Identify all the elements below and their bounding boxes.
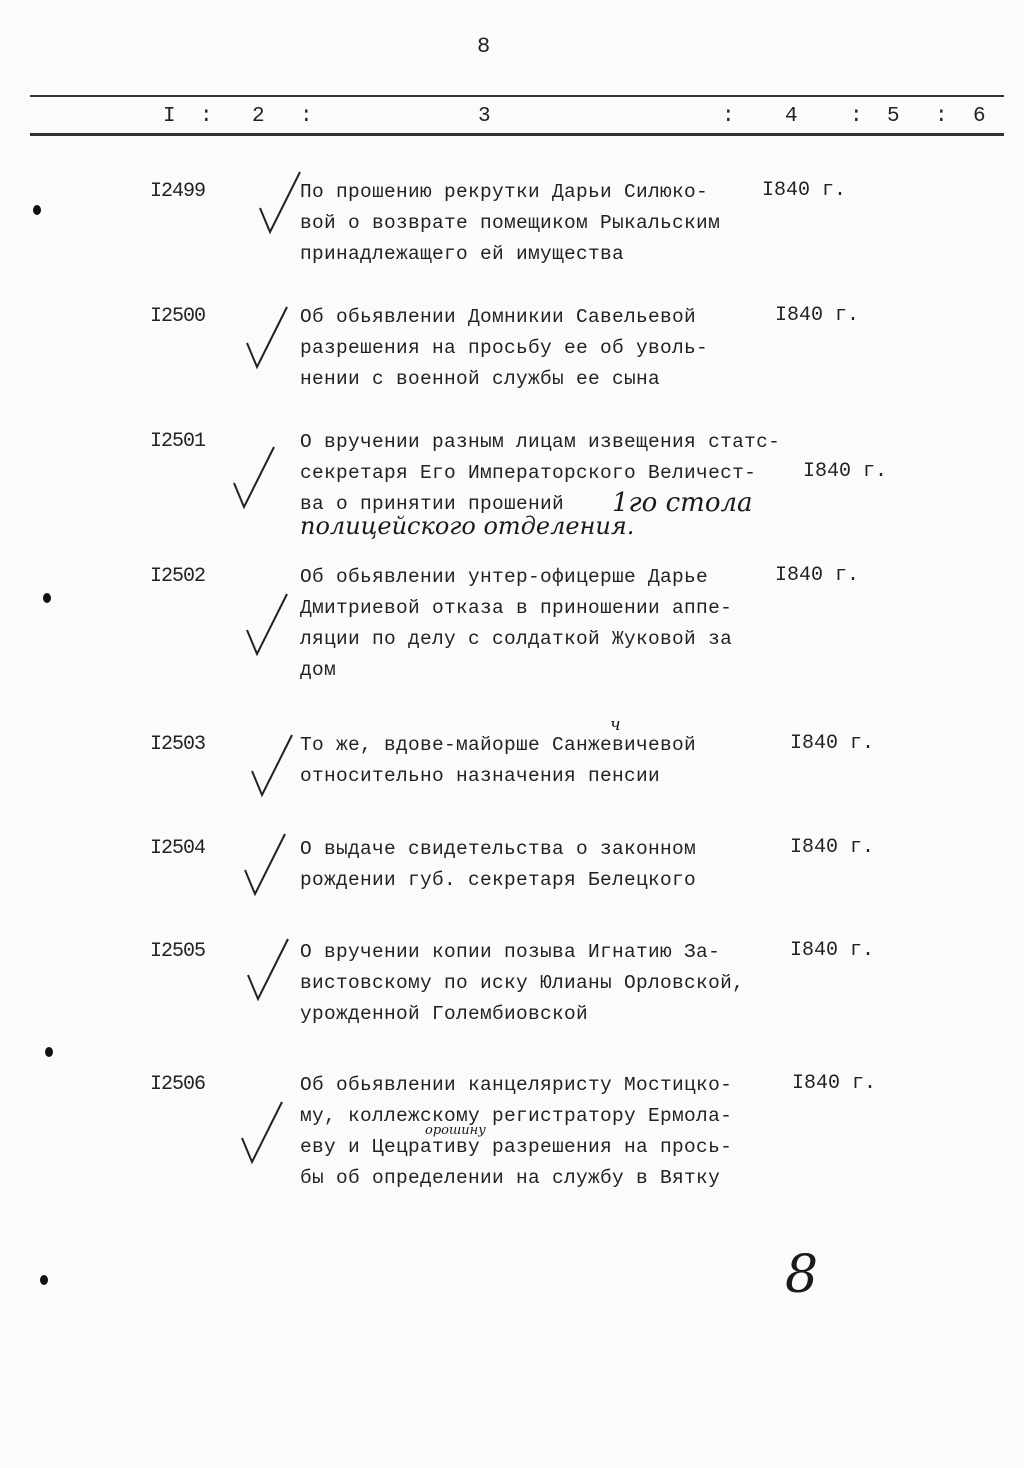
punch-hole-mark [40, 1275, 48, 1285]
entry-text-line: урожденной Голембиовской [300, 1003, 589, 1025]
entry-text-line: Об обьявлении унтер-офицерше Дарье [300, 566, 709, 588]
punch-hole-mark [33, 205, 41, 215]
entry-text-line: О выдаче свидетельства о законном [300, 838, 697, 860]
handwritten-signature: 8 [785, 1245, 819, 1305]
handwritten-correction: орошину [425, 1123, 486, 1138]
entry-text-line: Об обьявлении канцеляристу Мостицко- [300, 1074, 733, 1096]
entry-year: I840 г. [803, 460, 888, 483]
entry-number: I2504 [150, 837, 206, 860]
col-4: 4 [785, 105, 798, 128]
entry-year: I840 г. [790, 732, 875, 755]
handwritten-note: полицейского отделения. [300, 512, 635, 540]
handwritten-note: 1го стола [612, 488, 753, 518]
col-sep: : [300, 105, 313, 128]
entry-year: I840 г. [775, 564, 860, 587]
entry-text-line: вой о возврате помещиком Рыкальским [300, 212, 721, 234]
entry-number: I2505 [150, 940, 206, 963]
checkmark-icon [246, 937, 296, 1007]
entry-year: I840 г. [775, 304, 860, 327]
entry-year: I840 г. [790, 939, 875, 962]
checkmark-icon [243, 832, 293, 902]
entry-text-line: еву и Цецративу разрешения на прось- [300, 1136, 733, 1158]
entry-text-line: По прошению рекрутки Дарьи Силюко- [300, 181, 709, 203]
entry-text-line: О вручении копии позыва Игнатию За- [300, 941, 721, 963]
checkmark-icon [258, 170, 308, 240]
entry-text-line: принадлежащего ей имущества [300, 243, 625, 265]
entry-number: I2502 [150, 565, 206, 588]
punch-hole-mark [45, 1047, 53, 1057]
header-rule-bottom [30, 133, 1004, 136]
entry-number: I2499 [150, 180, 206, 203]
entry-text-line: дом [300, 659, 337, 681]
entry-year: I840 г. [762, 179, 847, 202]
entry-text-line: вистовскому по иску Юлианы Орловской, [300, 972, 745, 994]
entry-year: I840 г. [790, 836, 875, 859]
entry-number: I2501 [150, 430, 206, 453]
entry-text-line: Об обьявлении Домникии Савельевой [300, 306, 697, 328]
col-sep: : [850, 105, 863, 128]
handwritten-correction: ч [610, 715, 621, 735]
checkmark-icon [232, 445, 282, 515]
col-6: 6 [973, 105, 986, 128]
entry-number: I2506 [150, 1073, 206, 1096]
entry-text-line: ва о принятии прошений [300, 493, 565, 515]
entry-text-line: разрешения на просьбу ее об уволь- [300, 337, 709, 359]
entry-number: I2503 [150, 733, 206, 756]
entry-text-line: му, коллежскому регистратору Ермола- [300, 1105, 733, 1127]
checkmark-icon [240, 1100, 290, 1170]
col-sep: : [200, 105, 213, 128]
col-3: 3 [478, 105, 491, 128]
col-5: 5 [887, 105, 900, 128]
checkmark-icon [250, 733, 300, 803]
entry-text-line: бы об определении на службу в Вятку [300, 1167, 721, 1189]
col-2: 2 [252, 105, 265, 128]
checkmark-icon [245, 592, 295, 662]
header-rule-top [30, 95, 1004, 97]
entry-text-line: относительно назначения пенсии [300, 765, 661, 787]
entry-text-line: О вручении разным лицам извещения статс- [300, 431, 781, 453]
punch-hole-mark [43, 593, 51, 603]
page-number: 8 [477, 34, 491, 59]
entry-text-line: ляции по делу с солдаткой Жуковой за [300, 628, 733, 650]
col-sep: : [935, 105, 948, 128]
entry-year: I840 г. [792, 1072, 877, 1095]
entry-text-line: нении с военной службы ее сына [300, 368, 661, 390]
entry-text-line: рождении губ. секретаря Белецкого [300, 869, 697, 891]
entry-text-line: секретаря Его Императорского Величест- [300, 462, 757, 484]
col-1: I [163, 105, 176, 128]
entry-text-line: То же, вдове-майорше Санжевичевой [300, 734, 697, 756]
entry-number: I2500 [150, 305, 206, 328]
checkmark-icon [245, 305, 295, 375]
entry-text-line: Дмитриевой отказа в приношении аппе- [300, 597, 733, 619]
col-sep: : [722, 105, 735, 128]
